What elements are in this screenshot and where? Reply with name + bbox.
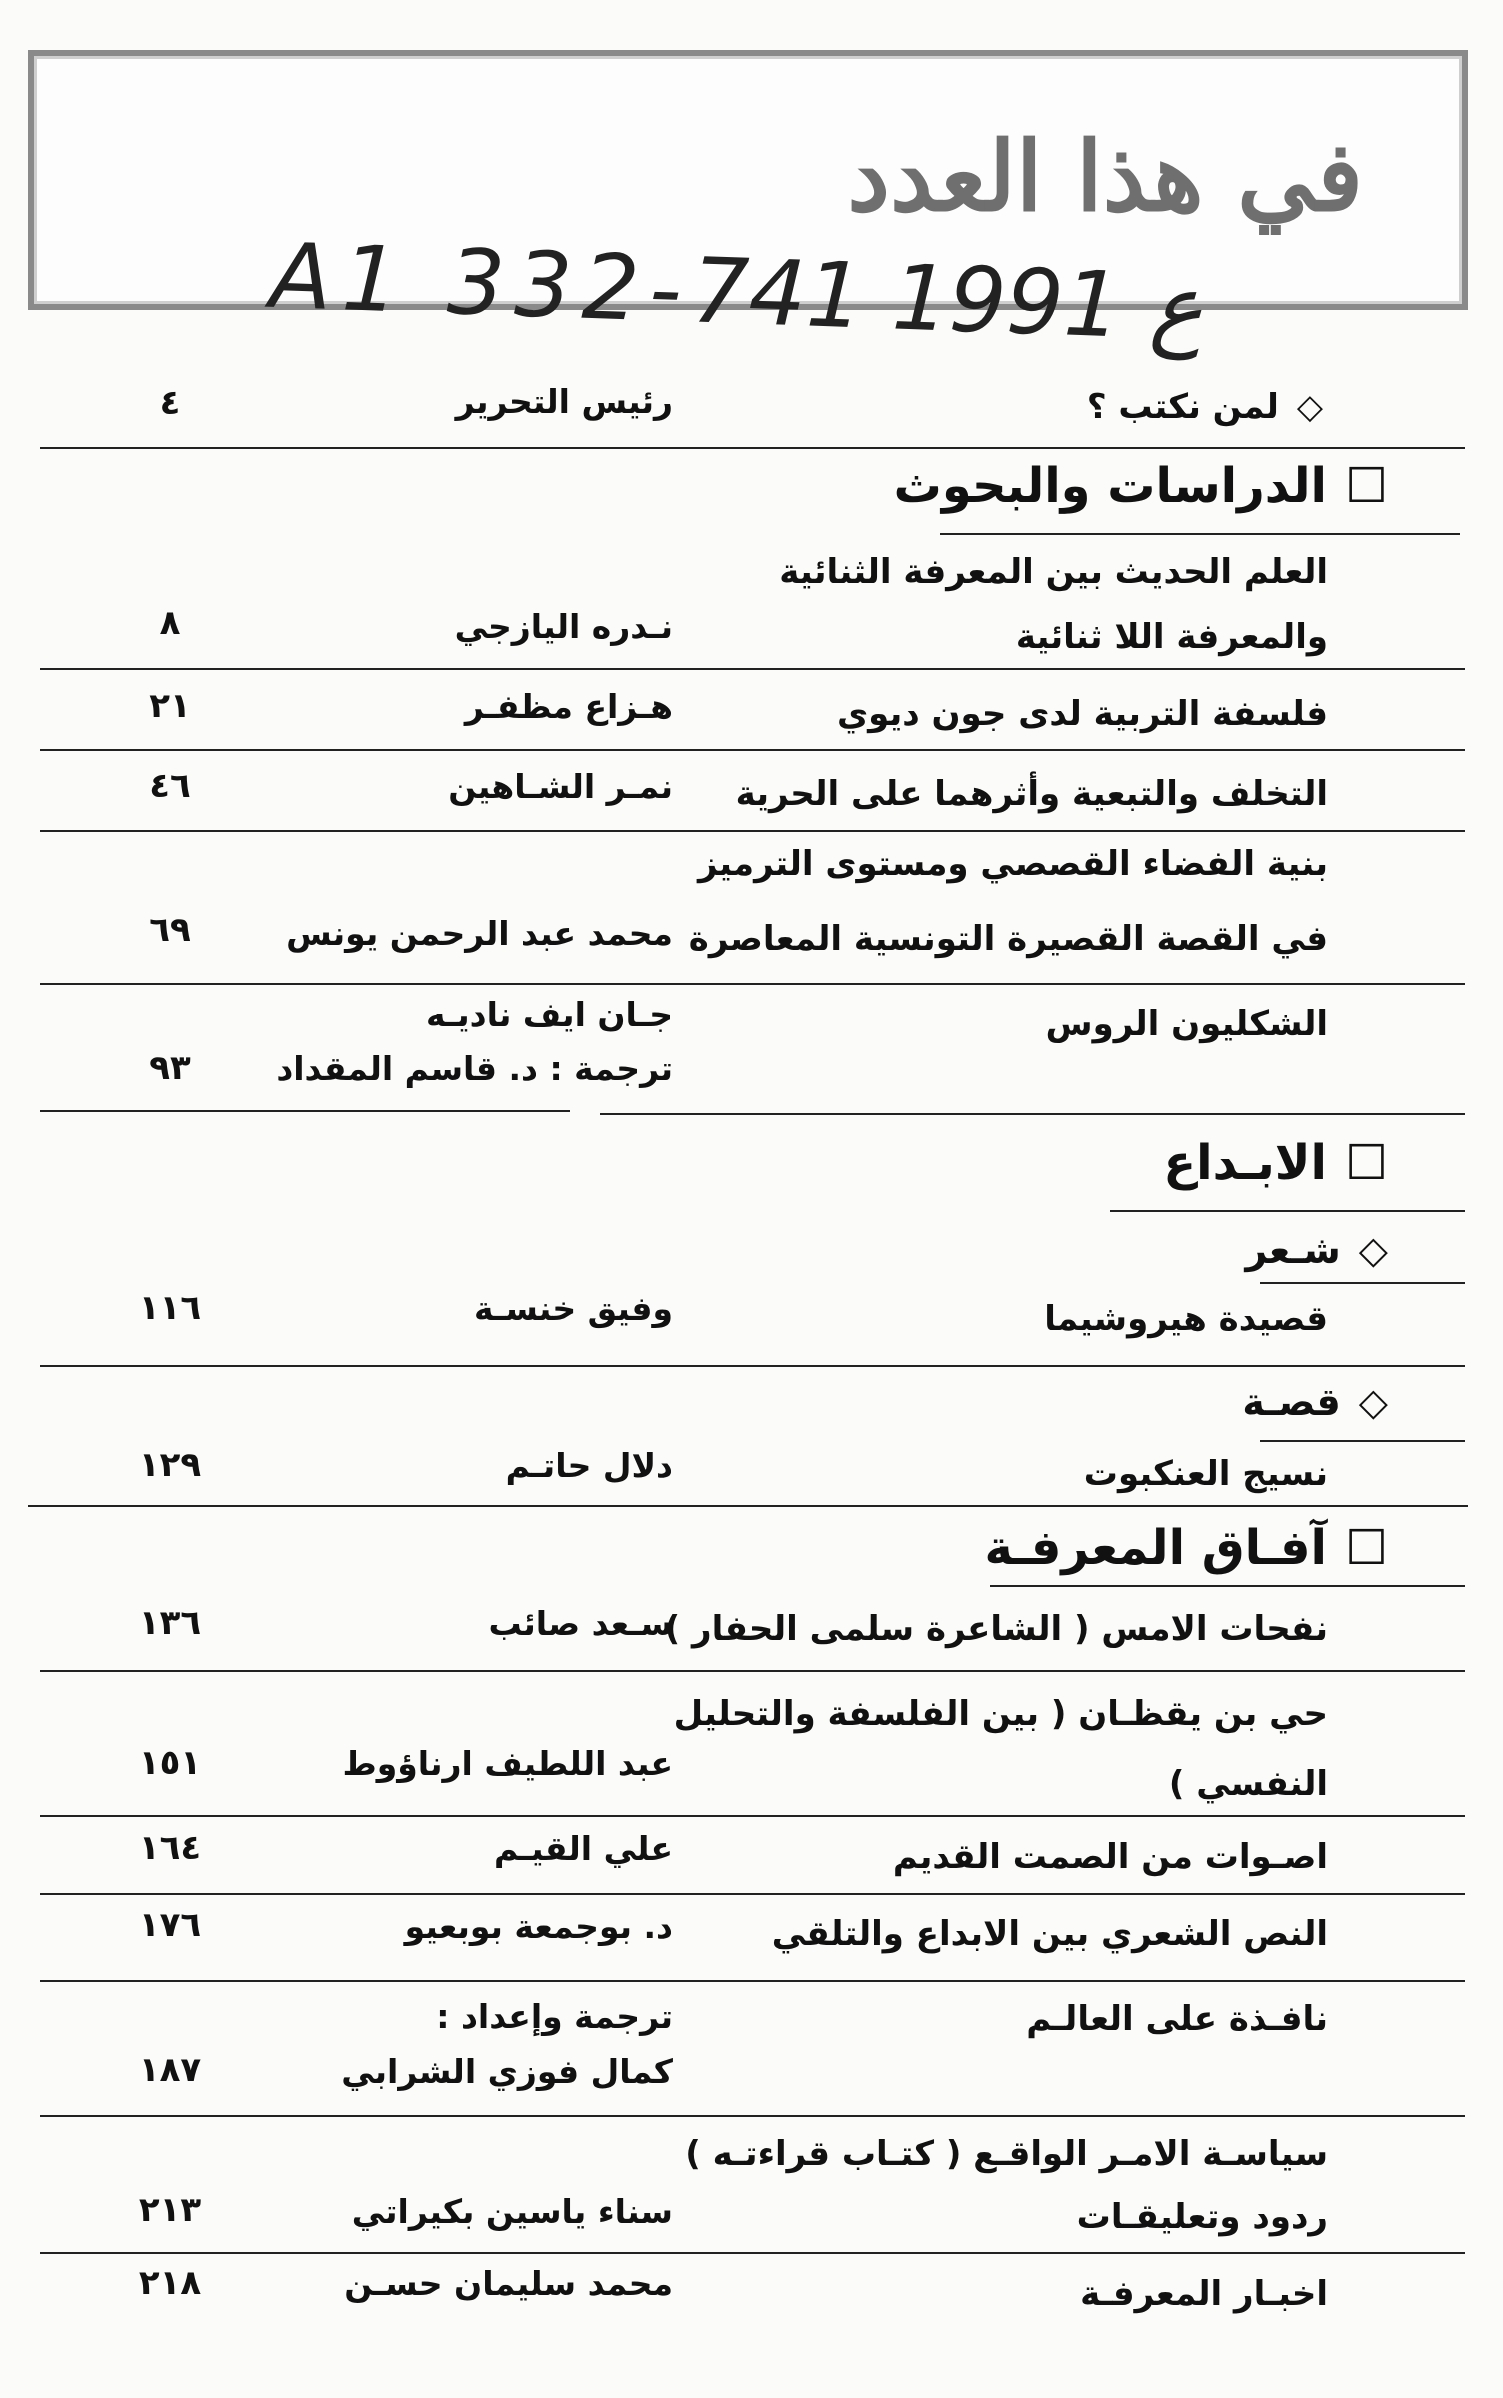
entry-title-line2: النفسي ) (1168, 1764, 1328, 1804)
divider (40, 2252, 1465, 2254)
entry-title: نفحات الامس ( الشاعرة سلمى الحفار ) (664, 1609, 1328, 1649)
divider (40, 1670, 1465, 1672)
subsection-heading: ◇شـعر (1245, 1228, 1388, 1272)
entry-author-line2: كمال فوزي الشرابي (341, 2052, 673, 2091)
entry-title: اصـوات من الصمت القديم (892, 1837, 1328, 1877)
entry-page: ٦٩ (149, 910, 191, 950)
subsection-heading: ◇قصـة (1242, 1380, 1388, 1424)
entry-page: ١٧٦ (138, 1905, 202, 1945)
square-icon: ☐ (1344, 1520, 1388, 1576)
entry-author: ترجمة وإعداد : (436, 1997, 673, 2036)
entry-author: سـعد صائب (488, 1604, 673, 1643)
divider (600, 1113, 1465, 1115)
entry-author: نمـر الشـاهين (448, 767, 673, 806)
divider (1260, 1282, 1465, 1284)
entry-author: د. بوجمعة بوبعيو (404, 1907, 673, 1946)
entry-page: ٢١ (149, 686, 191, 726)
divider (40, 830, 1465, 832)
entry-author: جـان ايف ناديـه (425, 995, 673, 1034)
diamond-icon: ◇ (1358, 1228, 1388, 1272)
entry-author: وفيق خنسـة (474, 1289, 673, 1328)
square-icon: ☐ (1344, 458, 1388, 514)
entry-translator: ترجمة : د. قاسم المقداد (276, 1049, 673, 1088)
divider (40, 1980, 1465, 1982)
entry-author: سناء ياسين بكيراتي (351, 2192, 673, 2231)
divider (40, 447, 1465, 449)
entry-title: العلم الحديث بين المعرفة الثنائية (779, 552, 1328, 592)
entry-title: نافـذة على العالـم (1026, 1999, 1328, 2039)
entry-author: علي القيـم (494, 1829, 673, 1868)
entry-page: ٤٦ (149, 766, 191, 806)
entry-author: محمد عبد الرحمن يونس (286, 914, 673, 953)
entry-page: ١١٦ (138, 1288, 202, 1328)
entry-author: رئيس التحرير (455, 382, 673, 421)
entry-title: التخلف والتبعية وأثرهما على الحرية (735, 774, 1328, 814)
entry-page: ٨ (159, 603, 181, 643)
entry-page: ١٢٩ (138, 1445, 202, 1485)
entry-author: دلال حاتـم (505, 1446, 673, 1485)
divider (40, 668, 1465, 670)
section-heading: ☐الابـداع (1163, 1135, 1388, 1191)
section-heading: ☐آفـاق المعرفـة (984, 1520, 1388, 1576)
section-heading: ☐الدراسات والبحوث (893, 458, 1388, 514)
divider (40, 2115, 1465, 2117)
entry-page: ٢١٨ (138, 2263, 202, 2303)
entry-title: فلسفة التربية لدى جون ديوي (837, 694, 1328, 734)
divider (990, 1585, 1465, 1587)
entry-title-line2: والمعرفة اللا ثنائية (1015, 617, 1328, 657)
entry-title: قصيدة هيروشيما (1044, 1299, 1328, 1339)
entry-page: ١٨٧ (138, 2050, 202, 2090)
entry-title: الشكليون الروس (1045, 1004, 1328, 1044)
divider (40, 1365, 1465, 1367)
entry-title: حي بن يقظـان ( بين الفلسفة والتحليل (673, 1694, 1328, 1734)
entry-page: ٩٣ (149, 1048, 191, 1088)
entry-title-line2: ردود وتعليقـات (1076, 2197, 1328, 2237)
entry-page: ٤ (159, 383, 181, 423)
divider (40, 749, 1465, 751)
entry-title: بنية الفضاء القصصي ومستوى الترميز (698, 844, 1328, 884)
divider (940, 533, 1460, 535)
handwritten-code: A1 332-ع 1991 741 (268, 223, 1206, 362)
entry-author: عبد اللطيف ارناؤوط (342, 1744, 673, 1783)
divider (1260, 1440, 1465, 1442)
entry-author: نـدره اليازجي (454, 607, 673, 646)
diamond-icon: ◇ (1296, 387, 1323, 427)
divider (40, 1893, 1465, 1895)
square-icon: ☐ (1344, 1135, 1388, 1191)
entry-title: النص الشعري بين الابداع والتلقي (771, 1914, 1328, 1954)
divider (40, 1815, 1465, 1817)
entry-page: ١٥١ (138, 1743, 202, 1783)
entry-title: نسيج العنكبوت (1083, 1454, 1328, 1494)
entry-title: ◇لمن نكتب ؟ (1086, 387, 1323, 427)
entry-title: سياسـة الامـر الواقـع ( كتـاب قراءتـه ) (685, 2134, 1328, 2174)
entry-page: ١٣٦ (138, 1603, 202, 1643)
divider (1110, 1210, 1465, 1212)
issue-title: في هذا العدد (847, 120, 1363, 233)
entry-page: ٢١٣ (138, 2190, 202, 2230)
divider (28, 1505, 1468, 1507)
entry-author: محمد سليمان حسـن (344, 2264, 673, 2303)
entry-title: اخبـار المعرفـة (1080, 2274, 1328, 2314)
entry-page: ١٦٤ (138, 1828, 202, 1868)
diamond-icon: ◇ (1358, 1380, 1388, 1424)
divider (40, 1110, 570, 1112)
entry-title-line2: في القصة القصيرة التونسية المعاصرة (688, 919, 1328, 959)
entry-author: هـزاع مظفـر (464, 687, 673, 726)
divider (40, 983, 1465, 985)
